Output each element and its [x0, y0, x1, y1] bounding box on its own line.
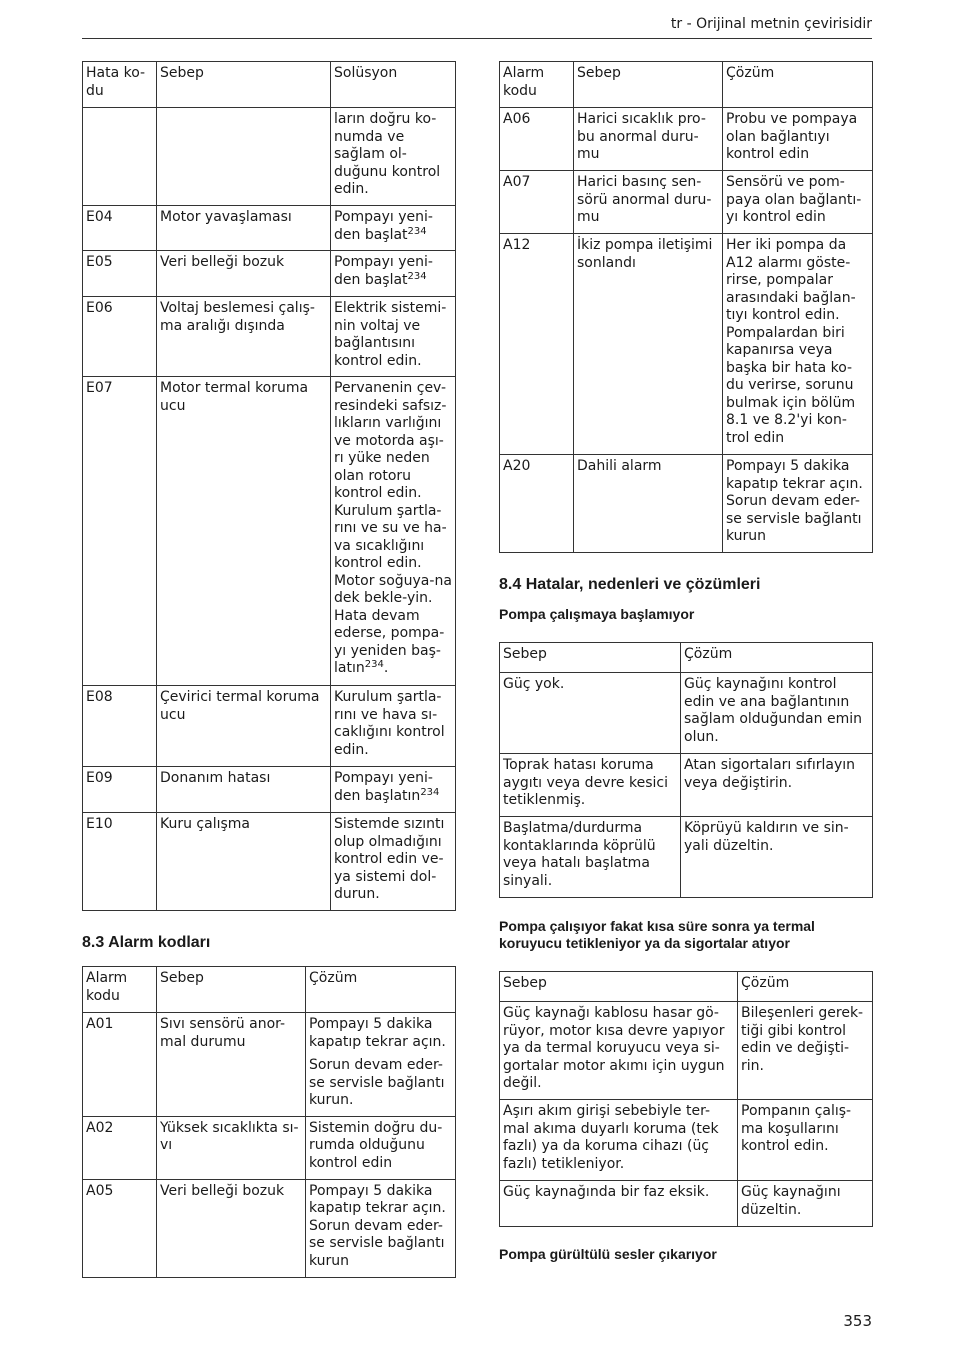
error-code-cell: E10 [83, 813, 157, 911]
table-row [500, 673, 873, 754]
solution-cell: Kurulum şartla-rını ve hava sı-caklığını kontrol edin. [331, 686, 456, 767]
cause-cell: Güç kaynağı kablosu hasar gö-rüyor, motor kısa devre yapıyor ya da termal koruyucu veya si-gortalar motor akımı için uygun değil. [500, 1002, 738, 1100]
solution-cell: Pompayı 5 dakika kapatıp tekrar açın. Sorun devam eder-se servisle bağlantı kurun [723, 455, 873, 553]
solution-cell: Elektrik sistemi-nin voltaj ve bağlantısını kontrol edin. [331, 297, 456, 377]
cause-cell [157, 108, 331, 206]
solution-cell [331, 206, 456, 251]
column-header: Çözüm [306, 967, 456, 1013]
error-code-cell: E04 [83, 206, 157, 251]
table-row [83, 813, 456, 911]
error-code-cell: E06 [83, 297, 157, 377]
solution-tail: . [383, 660, 389, 676]
table-row [500, 455, 873, 553]
cause-cell: Aşırı akım girişi sebebiyle ter-mal akıma duyarlı koruma (tek fazlı) ya da koruma cihazı (üç fazlı) tetikleniyor. [500, 1100, 738, 1181]
cause-cell: Harici basınç sen-sörü anormal duru-mu [574, 171, 723, 234]
column-header: Sebep [574, 62, 723, 108]
table-row [83, 251, 456, 297]
troubleshooting-table-not-starting [499, 642, 873, 898]
cause-cell: Harici sıcaklık pro-bu anormal duru-mu [574, 108, 723, 171]
column-header: Alarm kodu [500, 62, 574, 108]
cause-cell: Güç yok. [500, 673, 681, 754]
table-row [83, 686, 456, 767]
error-code-cell [83, 108, 157, 206]
table-row [83, 297, 456, 377]
solution-cell: Sistemde sızıntı olup olmadığını kontrol edin ve-ya sistemi dol-durun. [331, 813, 456, 911]
column-header: Sebep [157, 62, 331, 108]
table-row [83, 108, 456, 206]
table-header-row [500, 643, 873, 673]
section-heading-troubleshooting: 8.4 Hatalar, nedenleri ve çözümleri [499, 576, 761, 593]
alarm-code-cell: A05 [83, 1179, 157, 1277]
solution-cell: Köprüyü kaldırın ve sin-yali düzeltin. [681, 817, 873, 898]
alarm-code-cell: A06 [500, 108, 574, 171]
alarm-code-cell: A01 [83, 1013, 157, 1117]
cause-cell: Motor yavaşlaması [157, 206, 331, 251]
cause-cell: Dahili alarm [574, 455, 723, 553]
solution-cell: ların doğru ko-numda ve sağlam ol-duğunu kontrol edin. [331, 108, 456, 206]
solution-text: Pompayı 5 dakika kapatıp tekrar açın. [309, 1016, 446, 1050]
cause-cell: Veri belleği bozuk [157, 251, 331, 297]
alarm-code-cell: A02 [83, 1116, 157, 1179]
cause-cell: Kuru çalışma [157, 813, 331, 911]
alarm-code-cell: A20 [500, 455, 574, 553]
solution-cell: Bileşenleri gerek-tiği gibi kontrol edin ve değişti-rin. [738, 1002, 873, 1100]
table-row [500, 817, 873, 898]
table-row [83, 377, 456, 686]
subheading-thermal-trip: Pompa çalışıyor fakat kısa süre sonra ya termal koruyucu tetikleniyor ya da sigortalar atıyor [499, 918, 815, 951]
solution-text: Pompayı yeni-den başlat [334, 209, 433, 243]
page-number: 353 [843, 1312, 872, 1330]
column-header: Sebep [500, 643, 681, 673]
column-header: Alarm kodu [83, 967, 157, 1013]
table-header-row [83, 967, 456, 1013]
solution-cell: Güç kaynağını kontrol edin ve ana bağlantının sağlam olduğundan emin olun. [681, 673, 873, 754]
footnote-ref: 234 [364, 659, 384, 670]
solution-text: Pompayı yeni-den başlat [334, 254, 433, 288]
table-row [500, 234, 873, 455]
alarm-code-cell: A12 [500, 234, 574, 455]
cause-cell: Voltaj beslemesi çalış-ma aralığı dışında [157, 297, 331, 377]
troubleshooting-table-thermal-trip [499, 971, 873, 1227]
footnote-ref: 234 [420, 786, 440, 798]
page-header [82, 14, 872, 39]
column-header: Çözüm [738, 972, 873, 1002]
column-header: Sebep [500, 972, 738, 1002]
error-code-cell: E05 [83, 251, 157, 297]
error-code-table [82, 61, 456, 911]
solution-cell: Atan sigortaları sıfırlayın veya değiştirin. [681, 754, 873, 817]
cause-cell: Toprak hatası koruma aygıtı veya devre kesici tetiklenmiş. [500, 754, 681, 817]
subheading-pump-not-starting: Pompa çalışmaya başlamıyor [499, 606, 695, 622]
table-row [83, 1116, 456, 1179]
cause-cell: Sıvı sensörü anor-mal durumu [157, 1013, 306, 1117]
solution-cell: Güç kaynağını düzeltin. [738, 1181, 873, 1227]
table-row [83, 206, 456, 251]
error-code-cell: E09 [83, 767, 157, 813]
cause-cell: Donanım hatası [157, 767, 331, 813]
table-row [83, 767, 456, 813]
solution-cell: Her iki pompa da A12 alarmı göste-rirse, pompalar arasındaki bağlan-tıyı kontrol edin. Pompalardan biri kapanırsa veya başka bir hata ko-du verirse, sorunu bulmak için bölüm 8.1 ve 8.2'yi kon-trol edin [723, 234, 873, 455]
solution-cell: Sensörü ve pom-paya olan bağlantı-yı kontrol edin [723, 171, 873, 234]
solution-cell: Probu ve pompaya olan bağlantıyı kontrol edin [723, 108, 873, 171]
cause-cell: İkiz pompa iletişimi sonlandı [574, 234, 723, 455]
alarm-code-cell: A07 [500, 171, 574, 234]
table-header-row [500, 62, 873, 108]
column-header: Solüsyon [331, 62, 456, 108]
column-header: Çözüm [681, 643, 873, 673]
solution-cell: Pompayı 5 dakika kapatıp tekrar açın. Sorun devam eder-se servisle bağlantı kurun [306, 1179, 456, 1277]
cause-cell: Başlatma/durdurma kontaklarında köprülü veya hatalı başlatma sinyali. [500, 817, 681, 898]
header-text: tr - Orijinal metnin çevirisidir [670, 16, 872, 32]
solution-cell [331, 377, 456, 686]
footnote-ref: 234 [407, 225, 427, 237]
column-header: Sebep [157, 967, 306, 1013]
table-row [500, 1002, 873, 1100]
column-header: Hata ko-du [83, 62, 157, 108]
cause-cell: Güç kaynağında bir faz eksik. [500, 1181, 738, 1227]
cause-cell: Veri belleği bozuk [157, 1179, 306, 1277]
table-row [500, 108, 873, 171]
error-code-cell: E07 [83, 377, 157, 686]
table-header-row [500, 972, 873, 1002]
column-header: Çözüm [723, 62, 873, 108]
alarm-code-table-right [499, 61, 873, 553]
footnote-ref: 234 [407, 270, 427, 282]
alarm-code-table-left [82, 966, 456, 1278]
solution-text: Sorun devam eder-se servisle bağlantı kurun. [309, 1057, 445, 1108]
table-row [83, 1179, 456, 1277]
solution-cell [331, 767, 456, 813]
solution-cell [306, 1013, 456, 1117]
solution-cell [331, 251, 456, 297]
table-row [500, 1181, 873, 1227]
solution-text: Pompayı yeni-den başlatın [334, 770, 433, 804]
error-code-cell: E08 [83, 686, 157, 767]
table-row [500, 1100, 873, 1181]
table-row [500, 754, 873, 817]
cause-cell: Yüksek sıcaklıkta sı-vı [157, 1116, 306, 1179]
table-row [83, 1013, 456, 1117]
table-header-row [83, 62, 456, 108]
solution-cell: Pompanın çalış-ma koşullarını kontrol edin. [738, 1100, 873, 1181]
cause-cell: Motor termal koruma ucu [157, 377, 331, 686]
cause-cell: Çevirici termal koruma ucu [157, 686, 331, 767]
subheading-pump-noise: Pompa gürültülü sesler çıkarıyor [499, 1246, 717, 1262]
table-row [500, 171, 873, 234]
solution-text: Pervanenin çev-resindeki safsız-lıkların varlığını ve motorda aşı-rı yüke neden olan rotoru kontrol edin. Kurulum şartla-rını ve su ve ha-va sıcaklığını kontrol edin. Motor soğuya-na dek bekle-yin. Hata devam ederse, pompa-yı yeniden baş-latın [334, 380, 452, 676]
section-heading-alarm-codes: 8.3 Alarm kodları [82, 934, 211, 951]
solution-cell: Sistemin doğru du-rumda olduğunu kontrol edin [306, 1116, 456, 1179]
